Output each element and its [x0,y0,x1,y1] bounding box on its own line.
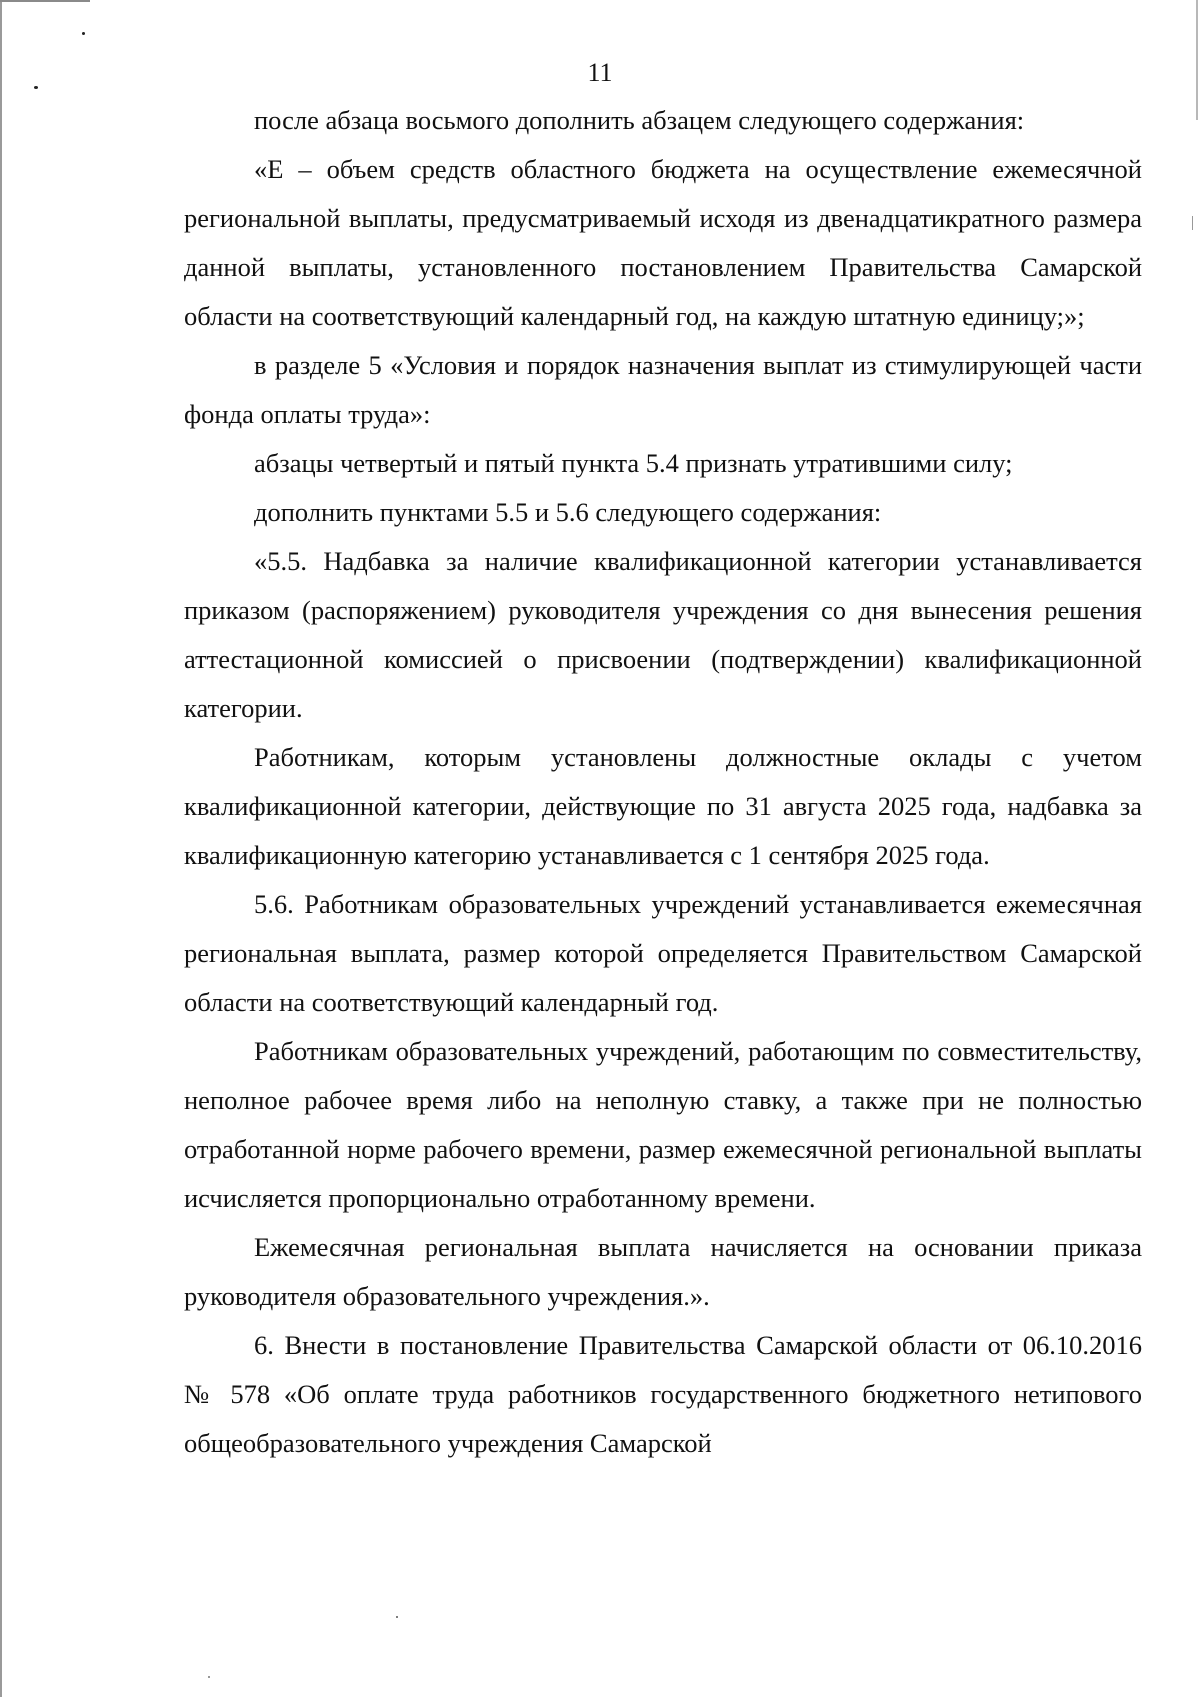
page-number: 11 [587,58,613,87]
paragraph-10: Ежемесячная региональная выплата начисляется на основании приказа руководителя образовательного учреждения.». [184,1232,1142,1311]
scan-speck [82,32,85,35]
paragraph-8: 5.6. Работникам образовательных учреждений устанавливается ежемесячная региональная выплата, размер которой определяется Правительством Самарской области на соответствующий календарный год. [184,889,1142,1017]
document-body [184,96,1142,1468]
paragraph-3: в разделе 5 «Условия и порядок назначения выплат из стимулирующей части фонда оплаты труда»: [184,350,1142,429]
paragraph-1: после абзаца восьмого дополнить абзацем следующего содержания: [254,105,1025,135]
paragraph-5: дополнить пунктами 5.5 и 5.6 следующего содержания: [254,497,882,527]
scan-speck [1192,216,1193,230]
paragraph-6: «5.5. Надбавка за наличие квалификационной категории устанавливается приказом (распоряжением) руководителя учреждения со дня вынесения решения аттестационной комиссией о присвоении (подтверждении) квалификационной категории. [184,546,1142,723]
scan-edge-left [0,0,2,1697]
scan-speck [396,1616,398,1618]
paragraph-4: абзацы четвертый и пятый пункта 5.4 признать утратившими силу; [254,448,1013,478]
paragraph-11: 6. Внести в постановление Правительства Самарской области от 06.10.2016 № 578 «Об оплате труда работников государственного бюджетного нетипового общеобразовательного учреждения Самарской [184,1330,1142,1458]
scan-speck [208,1676,210,1678]
paragraph-2: «Е – объем средств областного бюджета на осуществление ежемесячной региональной выплаты, предусматриваемый исходя из двенадцатикратного размера данной выплаты, установленного постановлением Правительства Самарской области на соответствующий календарный год, на каждую штатную единицу;»; [184,154,1142,331]
paragraph-9: Работникам образовательных учреждений, работающим по совместительству, неполное рабочее время либо на неполную ставку, а также при не полностью отработанной норме рабочего времени, размер ежемесячной региональной выплаты исчисляется пропорционально отработанному времени. [184,1036,1142,1213]
paragraph-7: Работникам, которым установлены должностные оклады с учетом квалификационной категории, действующие по 31 августа 2025 года, надбавка за квалификационную категорию устанавливается с 1 сентября 2025 года. [184,742,1142,870]
scan-edge-top [0,0,90,2]
